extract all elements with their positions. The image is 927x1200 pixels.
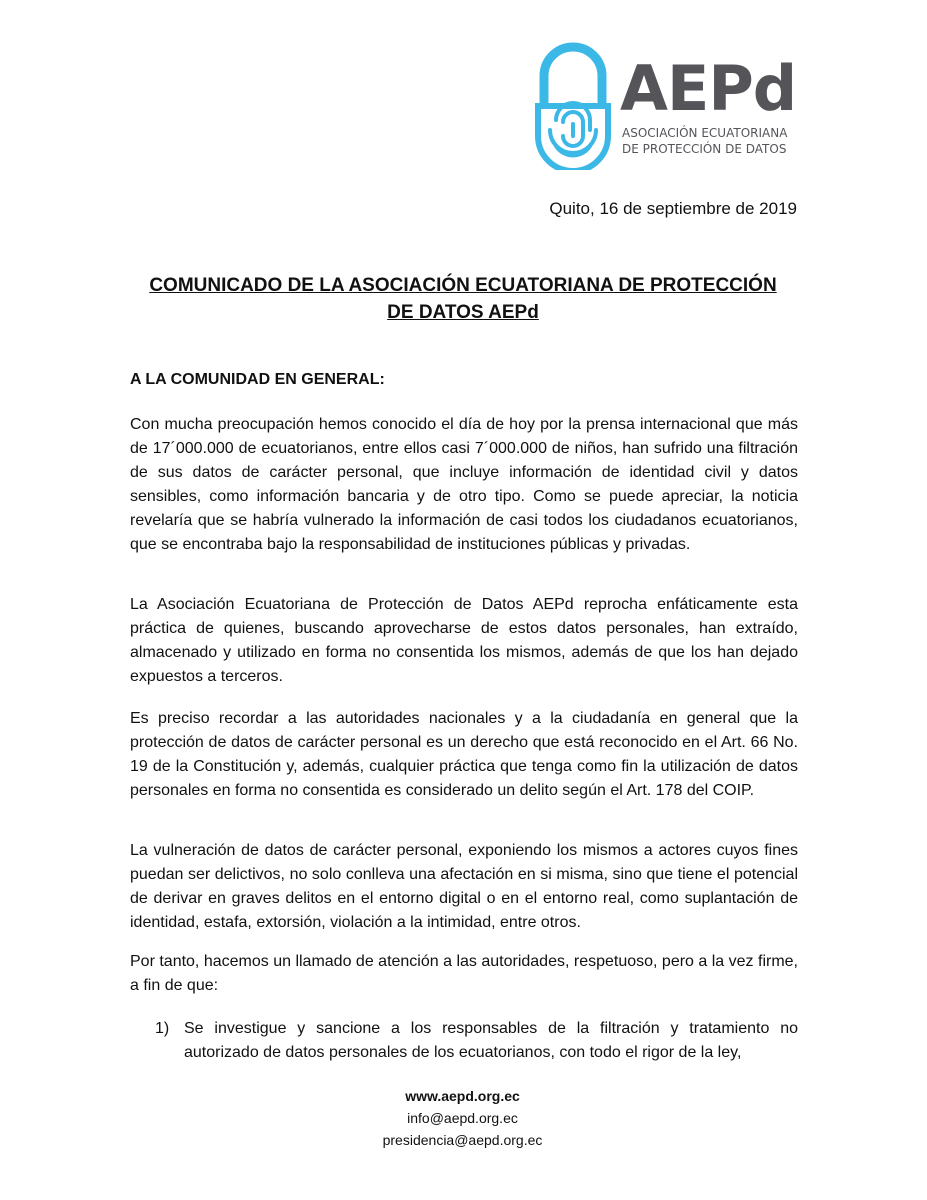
- document-title-line2: DE DATOS AEPd: [387, 302, 539, 323]
- aepd-logo: [528, 40, 798, 170]
- logo-brand-text: AEPd: [620, 52, 797, 125]
- footer-contact: [330, 1085, 595, 1151]
- logo-subtitle-line2: DE PROTECCIÓN DE DATOS: [622, 142, 787, 156]
- document-title-line1: COMUNICADO DE LA ASOCIACIÓN ECUATORIANA DE PROTECCIÓN: [149, 275, 777, 296]
- logo-subtitle-line1: ASOCIACIÓN ECUATORIANA: [622, 126, 788, 140]
- paragraph-1: Con mucha preocupación hemos conocido el día de hoy por la prensa internacional que más de 17´000.000 de ecuatorianos, entre ellos casi 7´000.000 de niños, han sufrido una filtración de sus datos de carácter personal, que incluye información de identidad civil y datos sensibles, como información bancaria y de otro tipo. Como se puede apreciar, la noticia revelaría que se habría vulnerado la información de casi todos los ciudadanos ecuatorianos, que se encontraba bajo la responsabilidad de instituciones públicas y privadas.: [130, 416, 798, 553]
- list-item-text: Se investigue y sancione a los responsables de la filtración y tratamiento no autorizado de datos personales de los ecuatorianos, con todo el rigor de la ley,: [184, 1020, 798, 1061]
- footer-email-info-link[interactable]: info@aepd.org.ec: [407, 1110, 518, 1126]
- paragraph-3: Es preciso recordar a las autoridades nacionales y a la ciudadanía en general que la protección de datos de carácter personal es un derecho que está reconocido en el Art. 66 No. 19 de la Constitución y, además, cualquier práctica que tenga como fin la utilización de datos personales en forma no consentida es considerado un delito según el Art. 178 del COIP.: [130, 710, 798, 799]
- footer-email-presidencia-link[interactable]: presidencia@aepd.org.ec: [382, 1132, 543, 1148]
- paragraph-4: La vulneración de datos de carácter personal, exponiendo los mismos a actores cuyos fines puedan ser delictivos, no solo conlleva una afectación en si misma, sino que tiene el potencial de derivar en graves delitos en el entorno digital o en el entorno real, como suplantación de identidad, estafa, extorsión, violación a la intimidad, entre otros.: [130, 842, 798, 931]
- salutation: A LA COMUNIDAD EN GENERAL:: [130, 371, 385, 388]
- list-item-number: 1): [155, 1020, 170, 1037]
- document-date: Quito, 16 de septiembre de 2019: [549, 199, 797, 218]
- paragraph-2: La Asociación Ecuatoriana de Protección de Datos AEPd reprocha enfáticamente esta práctica de quienes, buscando aprovecharse de estos datos personales, han extraído, almacenado y utilizado en forma no consentida los mismos, además de que los han dejado expuestos a terceros.: [130, 596, 798, 685]
- fingerprint-padlock-icon: [528, 40, 618, 170]
- list-item: [155, 1017, 798, 1065]
- footer-website-link[interactable]: www.aepd.org.ec: [405, 1088, 520, 1104]
- paragraph-5: Por tanto, hacemos un llamado de atención a las autoridades, respetuoso, pero a la vez firme, a fin de que:: [130, 953, 798, 994]
- document-title: [128, 272, 798, 326]
